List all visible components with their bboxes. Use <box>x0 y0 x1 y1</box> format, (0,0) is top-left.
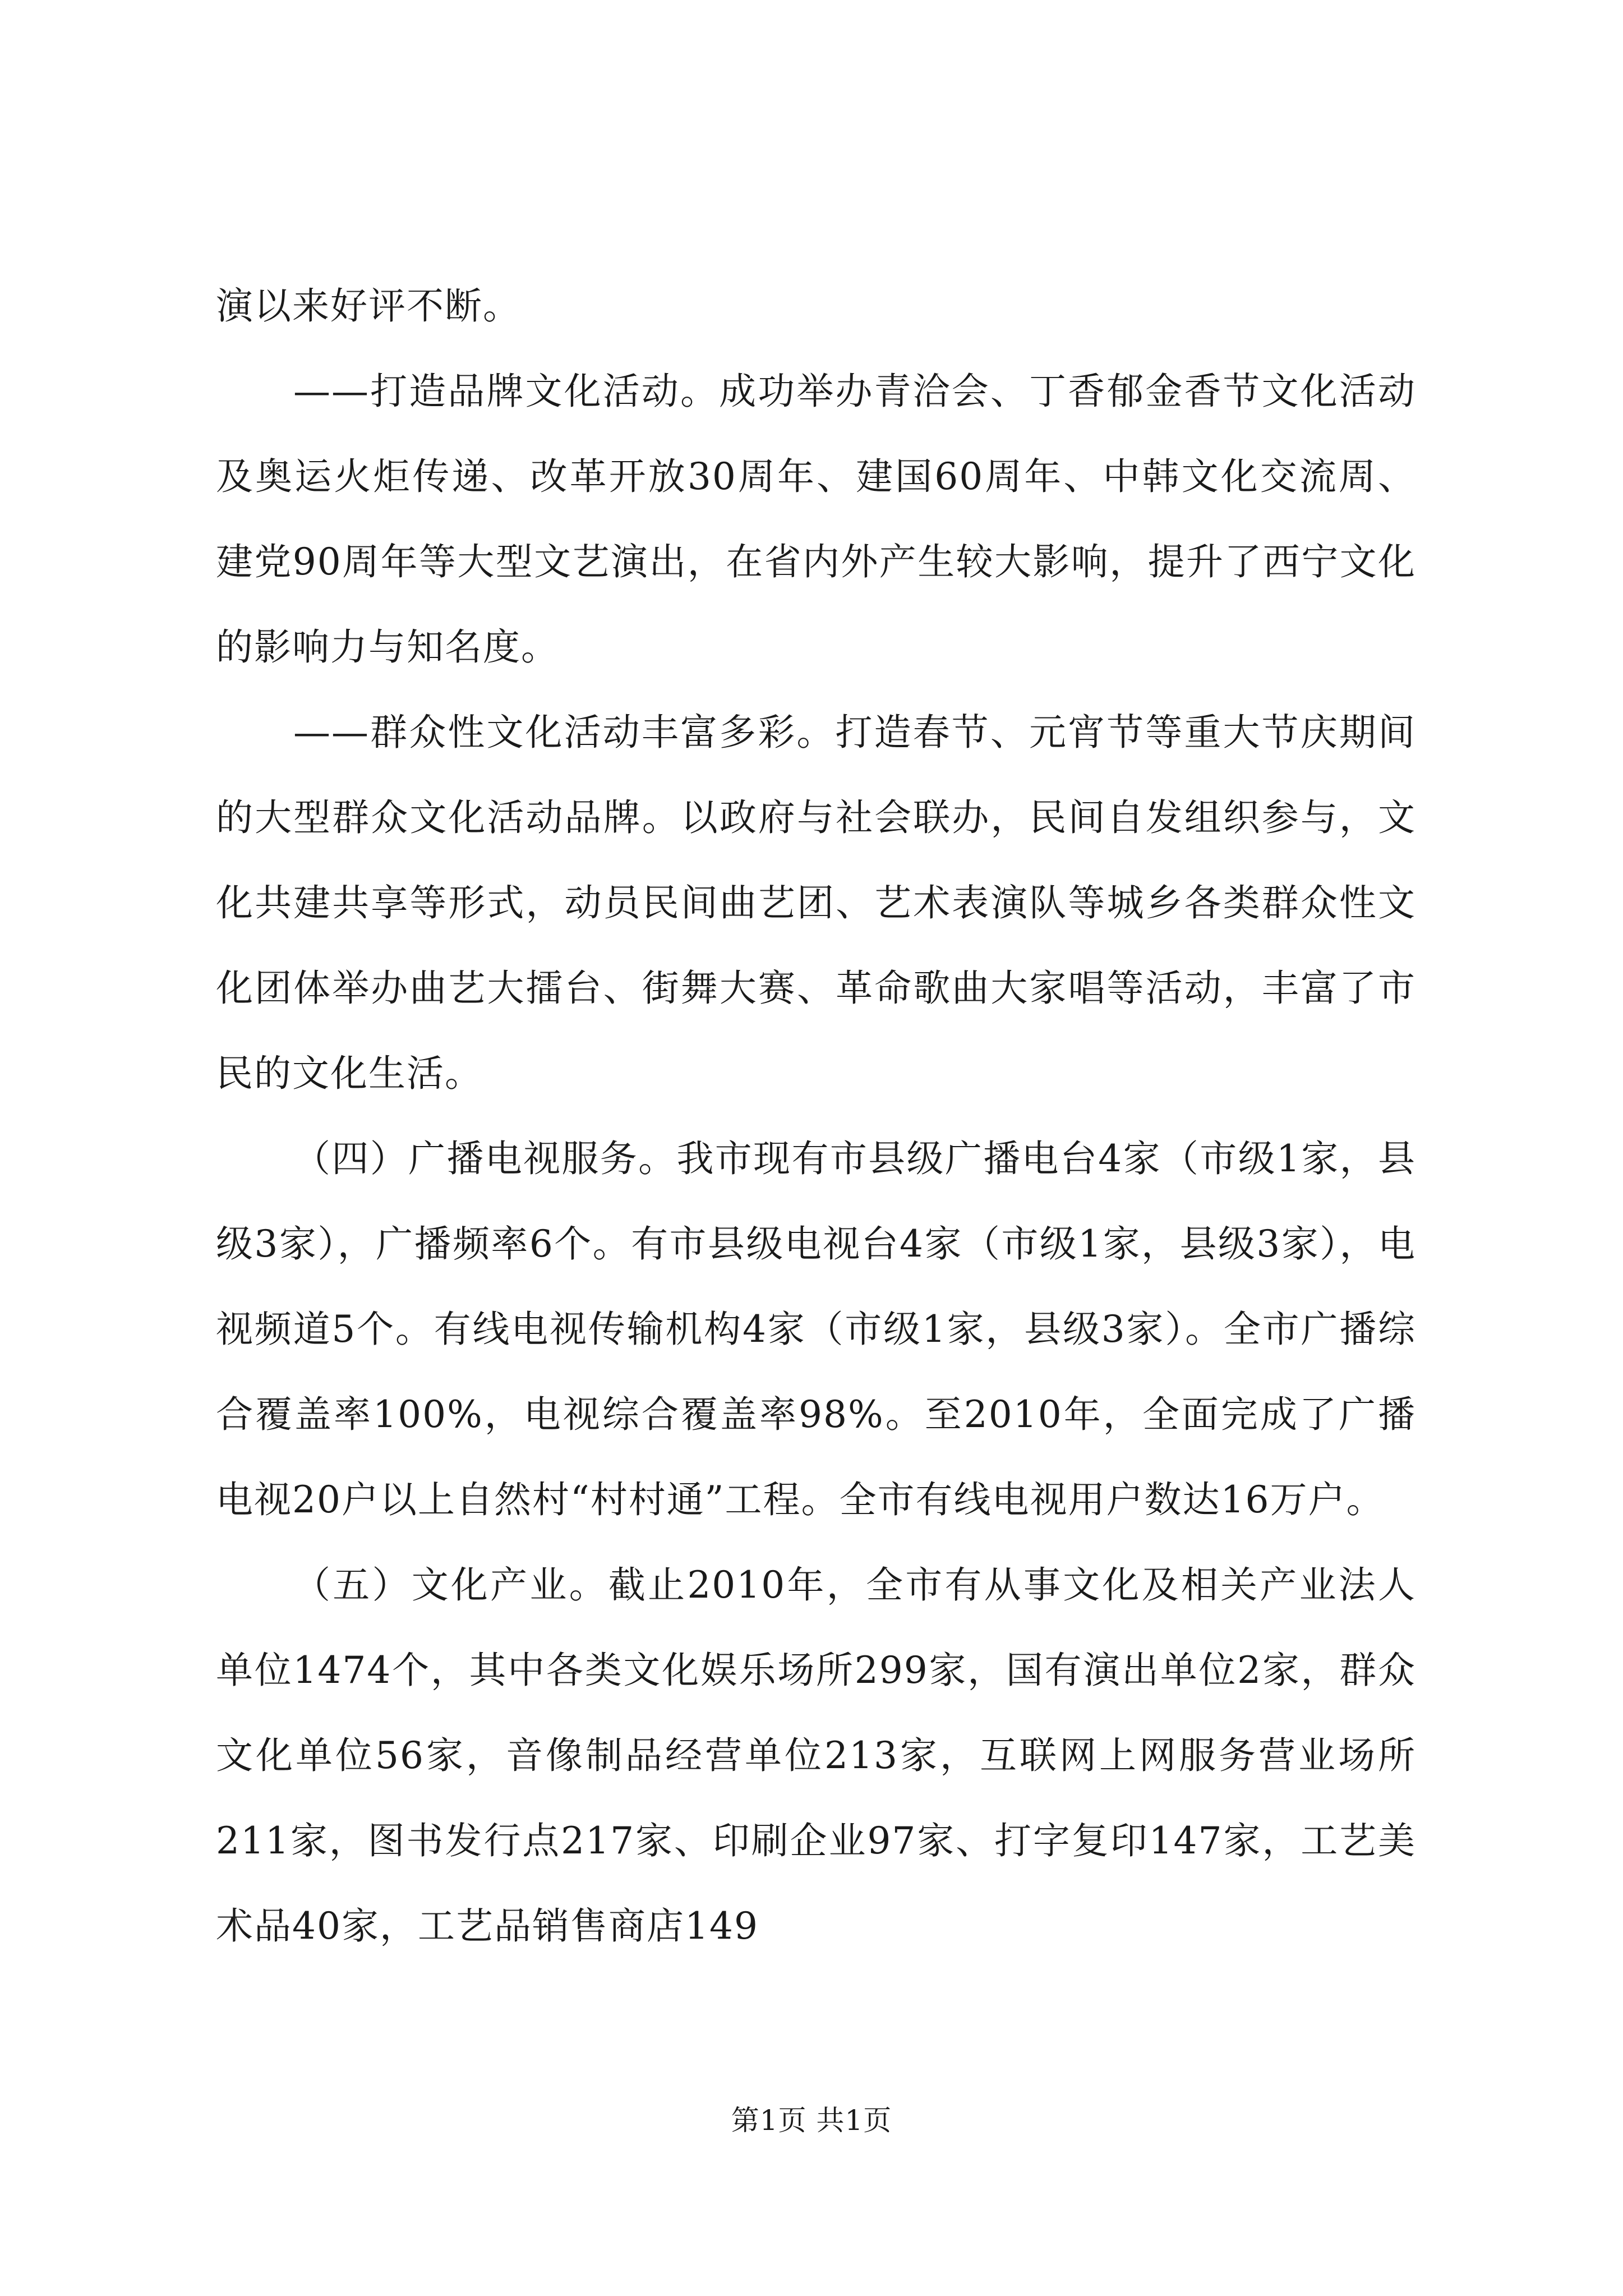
paragraph-cultural-industry: （五）文化产业。截止2010年，全市有从事文化及相关产业法人单位1474个，其中各类文化娱乐场所299家，国有演出单位2家，群众文化单位56家，音像制品经营单位213家，互联网上网服务营业场所211家，图书发行点217家、印刷企业97家、打字复印147家，工艺美术品40家，工艺品销售商店149 <box>216 1563 1416 1948</box>
paragraph-radio-tv-service: （四）广播电视服务。我市现有市县级广播电台4家（市级1家，县级3家），广播频率6个。有市县级电视台4家（市级1家，县级3家），电视频道5个。有线电视传输机构4家（市级1家，县级3家）。全市广播综合覆盖率100%，电视综合覆盖率98%。至2010年，全面完成了广播电视20户以上自然村“村村通”工程。全市有线电视用户数达16万户。 <box>216 1137 1416 1521</box>
document-body <box>216 264 1416 1969</box>
paragraph-mass-cultural-activities: ——群众性文化活动丰富多彩。打造春节、元宵节等重大节庆期间的大型群众文化活动品牌。以政府与社会联办，民间自发组织参与，文化共建共享等形式，动员民间曲艺团、艺术表演队等城乡各类群众性文化团体举办曲艺大擂台、街舞大赛、革命歌曲大家唱等活动，丰富了市民的文化生活。 <box>216 711 1416 1095</box>
page-footer: 第1页 共1页 <box>731 2104 892 2137</box>
paragraph-brand-cultural-activities: ——打造品牌文化活动。成功举办青洽会、丁香郁金香节文化活动及奥运火炬传递、改革开放30周年、建国60周年、中韩文化交流周、建党90周年等大型文艺演出，在省内外产生较大影响，提升了西宁文化的影响力与知名度。 <box>216 370 1416 669</box>
paragraph-continuation: 演以来好评不断。 <box>216 284 521 328</box>
